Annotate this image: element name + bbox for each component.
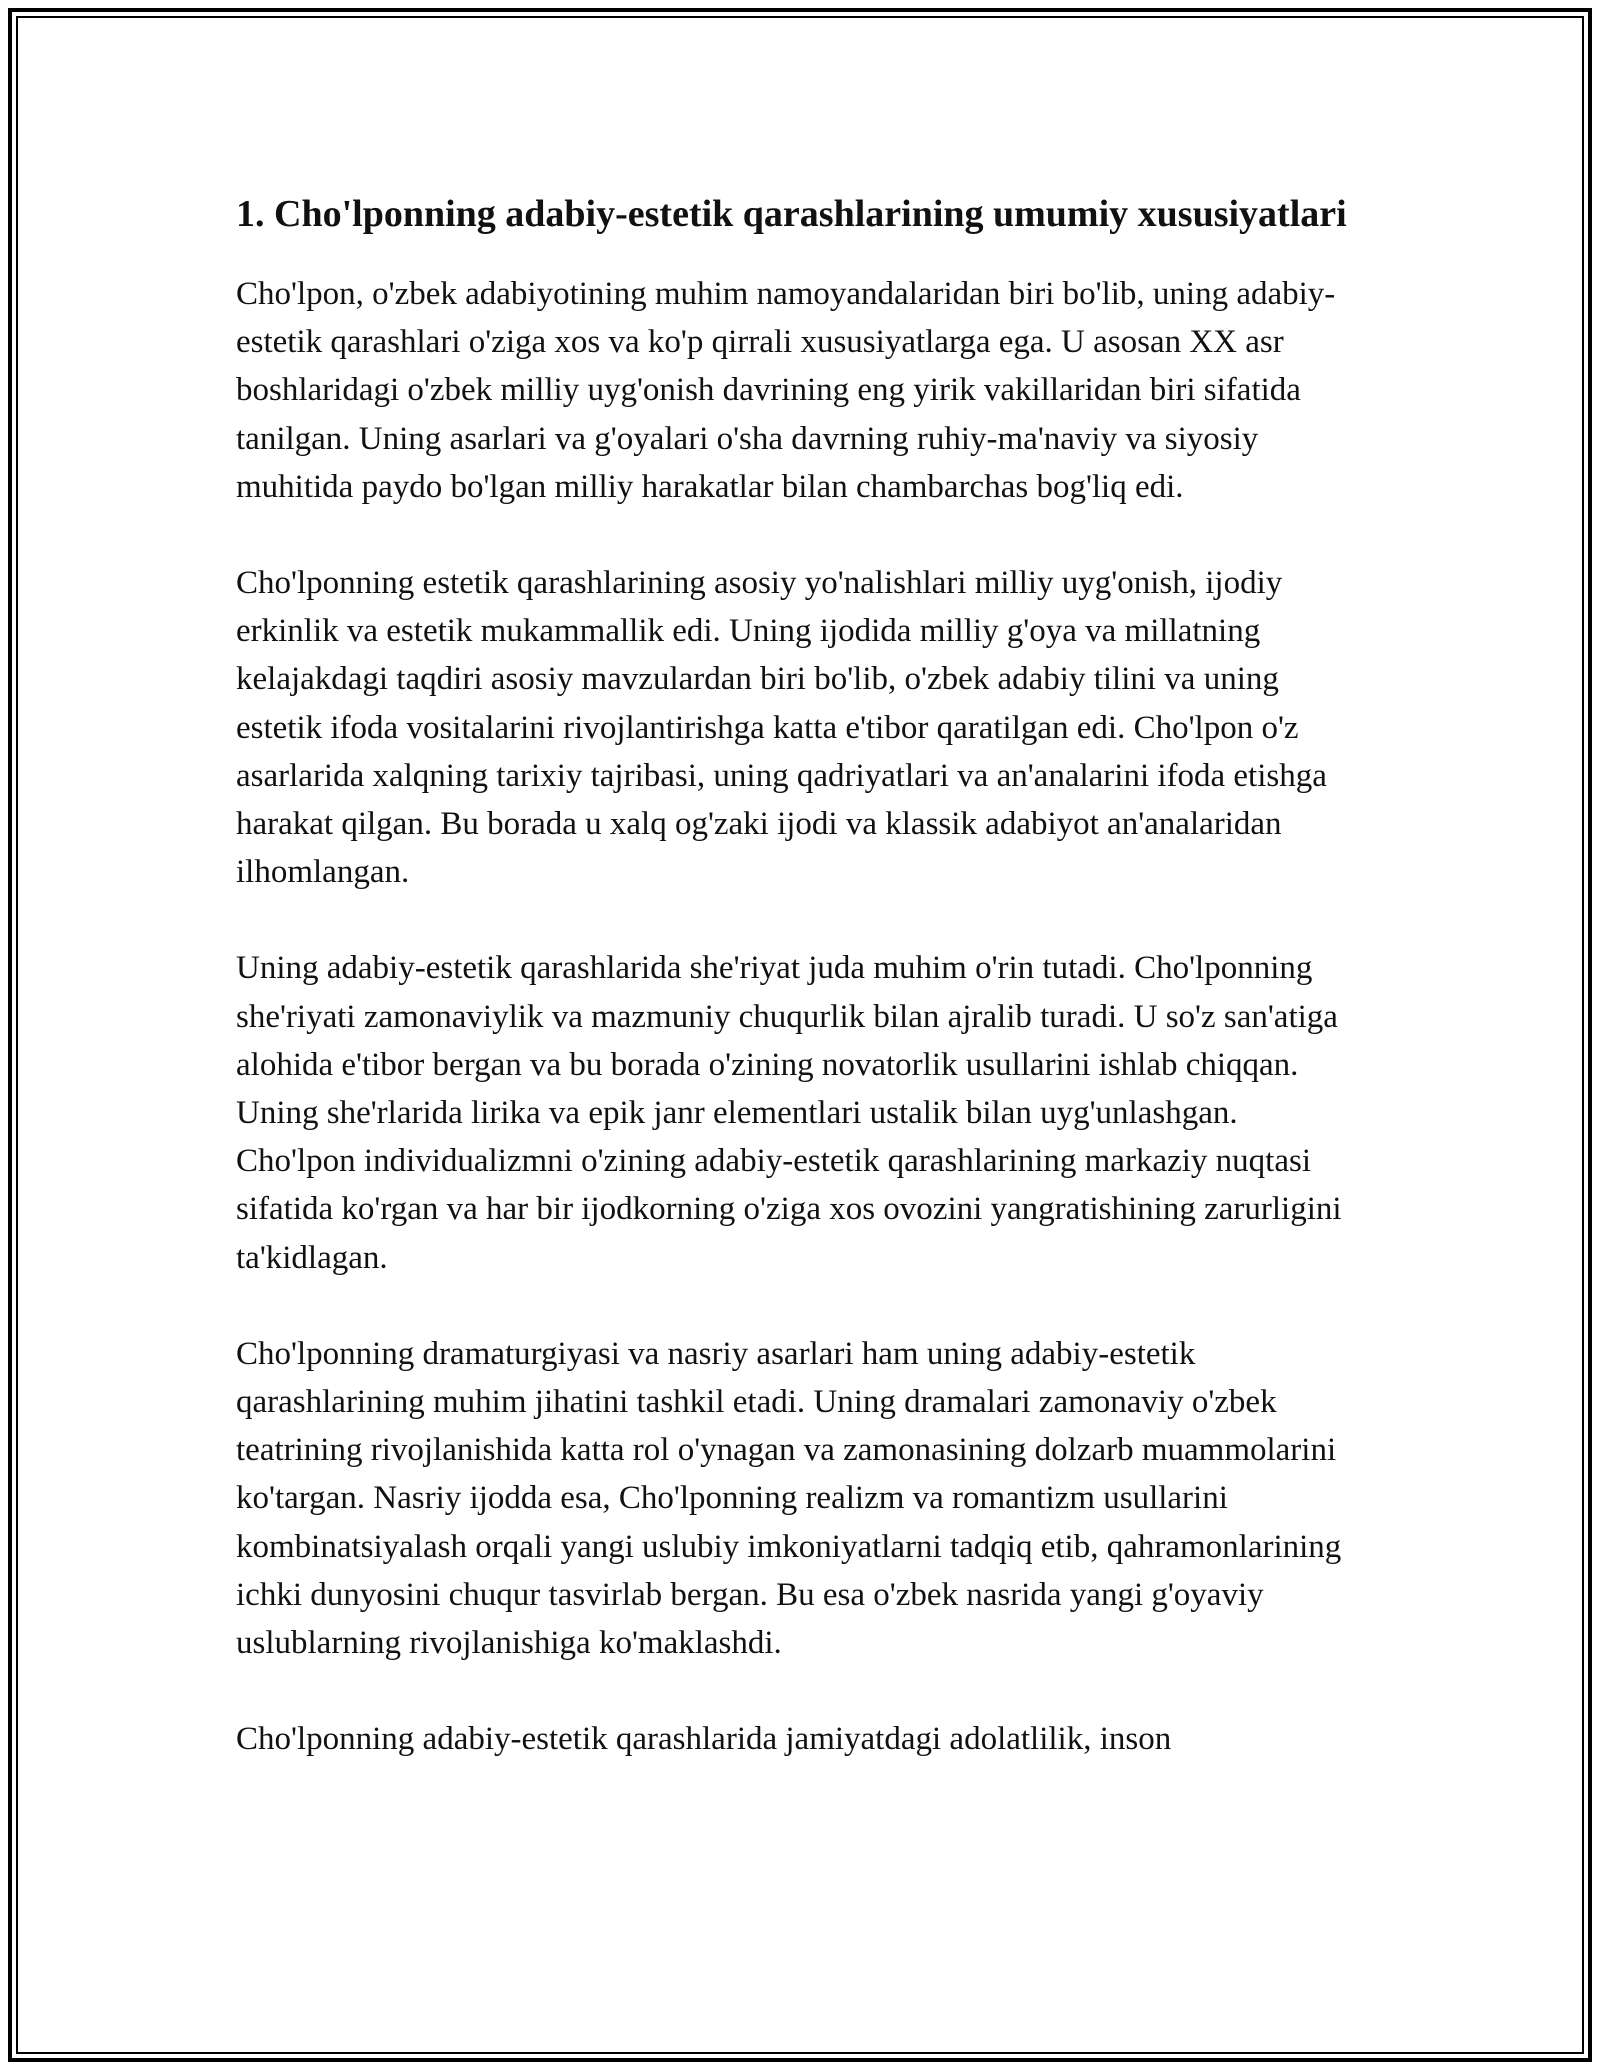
paragraph-2: Cho'lponning estetik qarashlarining asosiy yo'nalishlari milliy uyg'onish, ijodiy erkinlik va estetik mukammallik edi. Uning ijodida milliy g'oya va millatning kelajakdagi taqdiri asosiy mavzulardan biri bo'lib, o'zbek adabiy tilini va uning estetik ifoda vositalarini rivojlantirishga katta e'tibor qaratilgan edi. Cho'lpon o'z asarlarida xalqning tarixiy tajribasi, uning qadriyatlari va an'analarini ifoda etishga harakat qilgan. Bu borada u xalq og'zaki ijodi va klassik adabiyot an'analaridan ilhomlangan. — [236, 565, 1327, 891]
paragraph-4: Cho'lponning dramaturgiyasi va nasriy asarlari ham uning adabiy-estetik qarashlarining muhim jihatini tashkil etadi. Uning dramalari zamonaviy o'zbek teatrining rivojlanishida katta rol o'ynagan va zamonasining dolzarb muammolarini ko'targan. Nasriy ijodda esa, Cho'lponning realizm va romantizm usullarini kombinatsiyalash orqali yangi uslubiy imkoniyatlarni tadqiq etib, qahramonlarining ichki dunyosini chuqur tasvirlab bergan. Bu esa o'zbek nasrida yangi g'oyaviy uslublarning rivojlanishiga ko'maklashdi. — [236, 1335, 1342, 1662]
document-body — [236, 186, 1356, 1811]
paragraph-5: Cho'lponning adabiy-estetik qarashlarida jamiyatdagi adolatlilik, inson — [236, 1721, 1172, 1758]
paragraph-1: Cho'lpon, o'zbek adabiyotining muhim namoyandalaridan biri bo'lib, uning adabiy-estetik qarashlari o'ziga xos va ko'p qirrali xususiyatlarga ega. U asosan XX asr boshlaridagi o'zbek milliy uyg'onish davrining eng yirik vakillaridan biri sifatida tanilgan. Uning asarlari va g'oyalari o'sha davrning ruhiy-ma'naviy va siyosiy muhitida paydo bo'lgan milliy harakatlar bilan chambarchas bog'liq edi. — [236, 276, 1336, 505]
section-heading: 1. Cho'lponning adabiy-estetik qarashlarining umumiy xususiyatlari — [236, 193, 1347, 235]
paragraph-3: Uning adabiy-estetik qarashlarida she'riyat juda muhim o'rin tutadi. Cho'lponning she'riyati zamonaviylik va mazmuniy chuqurlik bilan ajralib turadi. U so'z san'atiga alohida e'tibor bergan va bu borada o'zining novatorlik usullarini ishlab chiqqan. Uning she'rlarida lirika va epik janr elementlari ustalik bilan uyg'unlashgan. Cho'lpon individualizmni o'zining adabiy-estetik qarashlarining markaziy nuqtasi sifatida ko'rgan va har bir ijodkorning o'ziga xos ovozini yangratishining zarurligini ta'kidlagan. — [236, 950, 1342, 1276]
